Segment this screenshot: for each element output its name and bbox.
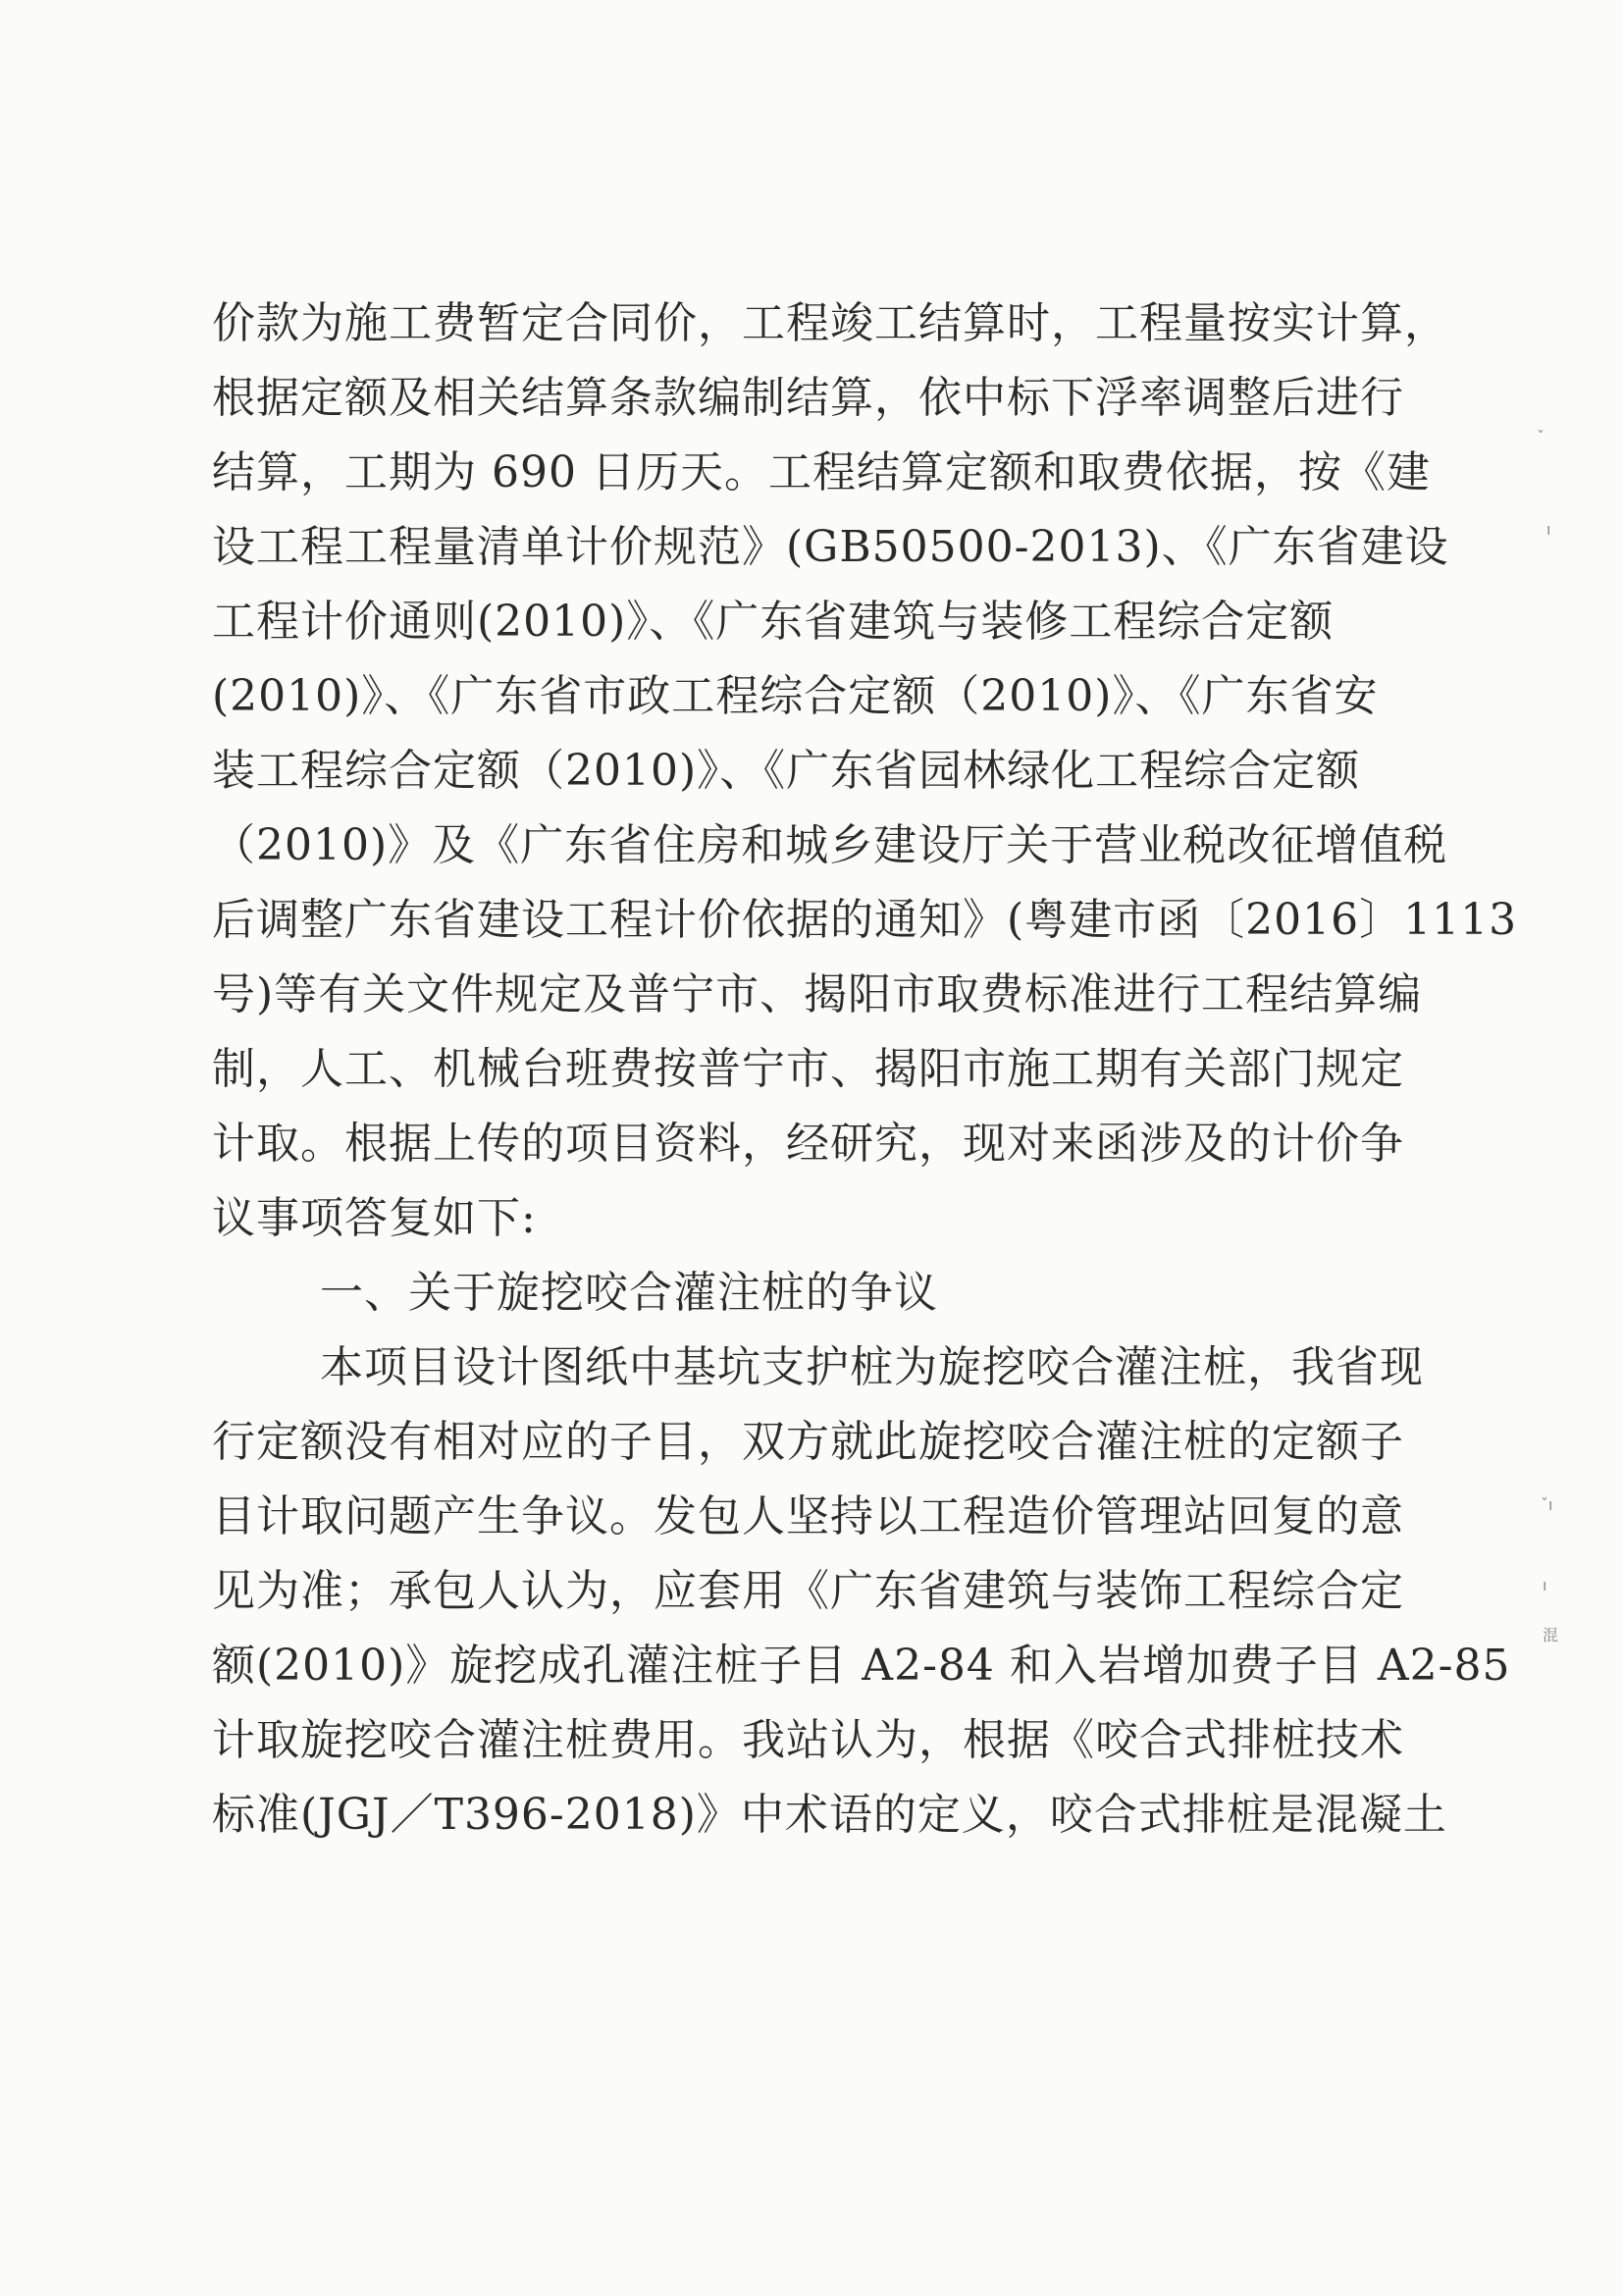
scan-mark: 混 — [1543, 1626, 1559, 1644]
text-line: 议事项答复如下: — [212, 1193, 537, 1243]
text-line: 制，人工、机械台班费按普宁市、揭阳市施工期有关部门规定 — [212, 1044, 1404, 1094]
scan-mark: ˇı — [1541, 1495, 1553, 1514]
text-line: 根据定额及相关结算条款编制结算，依中标下浮率调整后进行 — [212, 373, 1404, 423]
text-line: （2010)》及《广东省住房和城乡建设厅关于营业税改征增值税 — [212, 820, 1448, 870]
scan-mark: ˇ — [1537, 428, 1544, 446]
text-line: 行定额没有相对应的子目，双方就此旋挖咬合灌注桩的定额子 — [212, 1417, 1404, 1467]
text-line: 目计取问题产生争议。发包人坚持以工程造价管理站回复的意 — [212, 1491, 1404, 1541]
text-line: 见为准；承包人认为，应套用《广东省建筑与装饰工程综合定 — [212, 1566, 1404, 1616]
text-line: 本项目设计图纸中基坑支护桩为旋挖咬合灌注桩，我省现 — [320, 1342, 1424, 1392]
text-line: (2010)》、《广东省市政工程综合定额（2010)》、《广东省安 — [212, 671, 1379, 721]
text-line: 装工程综合定额（2010)》、《广东省园林绿化工程综合定额 — [212, 746, 1361, 796]
scan-mark: ı — [1546, 520, 1551, 539]
text-line: 号)等有关文件规定及普宁市、揭阳市取费标准进行工程结算编 — [212, 969, 1423, 1019]
text-line: 设工程工程量清单计价规范》(GB50500-2013)、《广东省建设 — [212, 522, 1449, 572]
section-heading: 一、关于旋挖咬合灌注桩的争议 — [320, 1268, 938, 1318]
text-line: 标准(JGJ／T396-2018)》中术语的定义，咬合式排桩是混凝土 — [212, 1790, 1447, 1840]
text-line: 额(2010)》旋挖成孔灌注桩子目 A2-84 和入岩增加费子目 A2-85 — [212, 1641, 1511, 1691]
text-line: 结算，工期为 690 日历天。工程结算定额和取费依据，按《建 — [212, 447, 1431, 497]
scan-mark: ı — [1543, 1576, 1547, 1594]
text-line: 后调整广东省建设工程计价依据的通知》(粤建市函〔2016〕1113 — [212, 895, 1518, 945]
text-line: 计取。根据上传的项目资料，经研究，现对来函涉及的计价争 — [212, 1119, 1404, 1169]
text-line: 价款为施工费暂定合同价，工程竣工结算时，工程量按实计算， — [212, 298, 1448, 348]
text-line: 工程计价通则(2010)》、《广东省建筑与装修工程综合定额 — [212, 597, 1335, 647]
text-line: 计取旋挖咬合灌注桩费用。我站认为，根据《咬合式排桩技术 — [212, 1715, 1404, 1765]
